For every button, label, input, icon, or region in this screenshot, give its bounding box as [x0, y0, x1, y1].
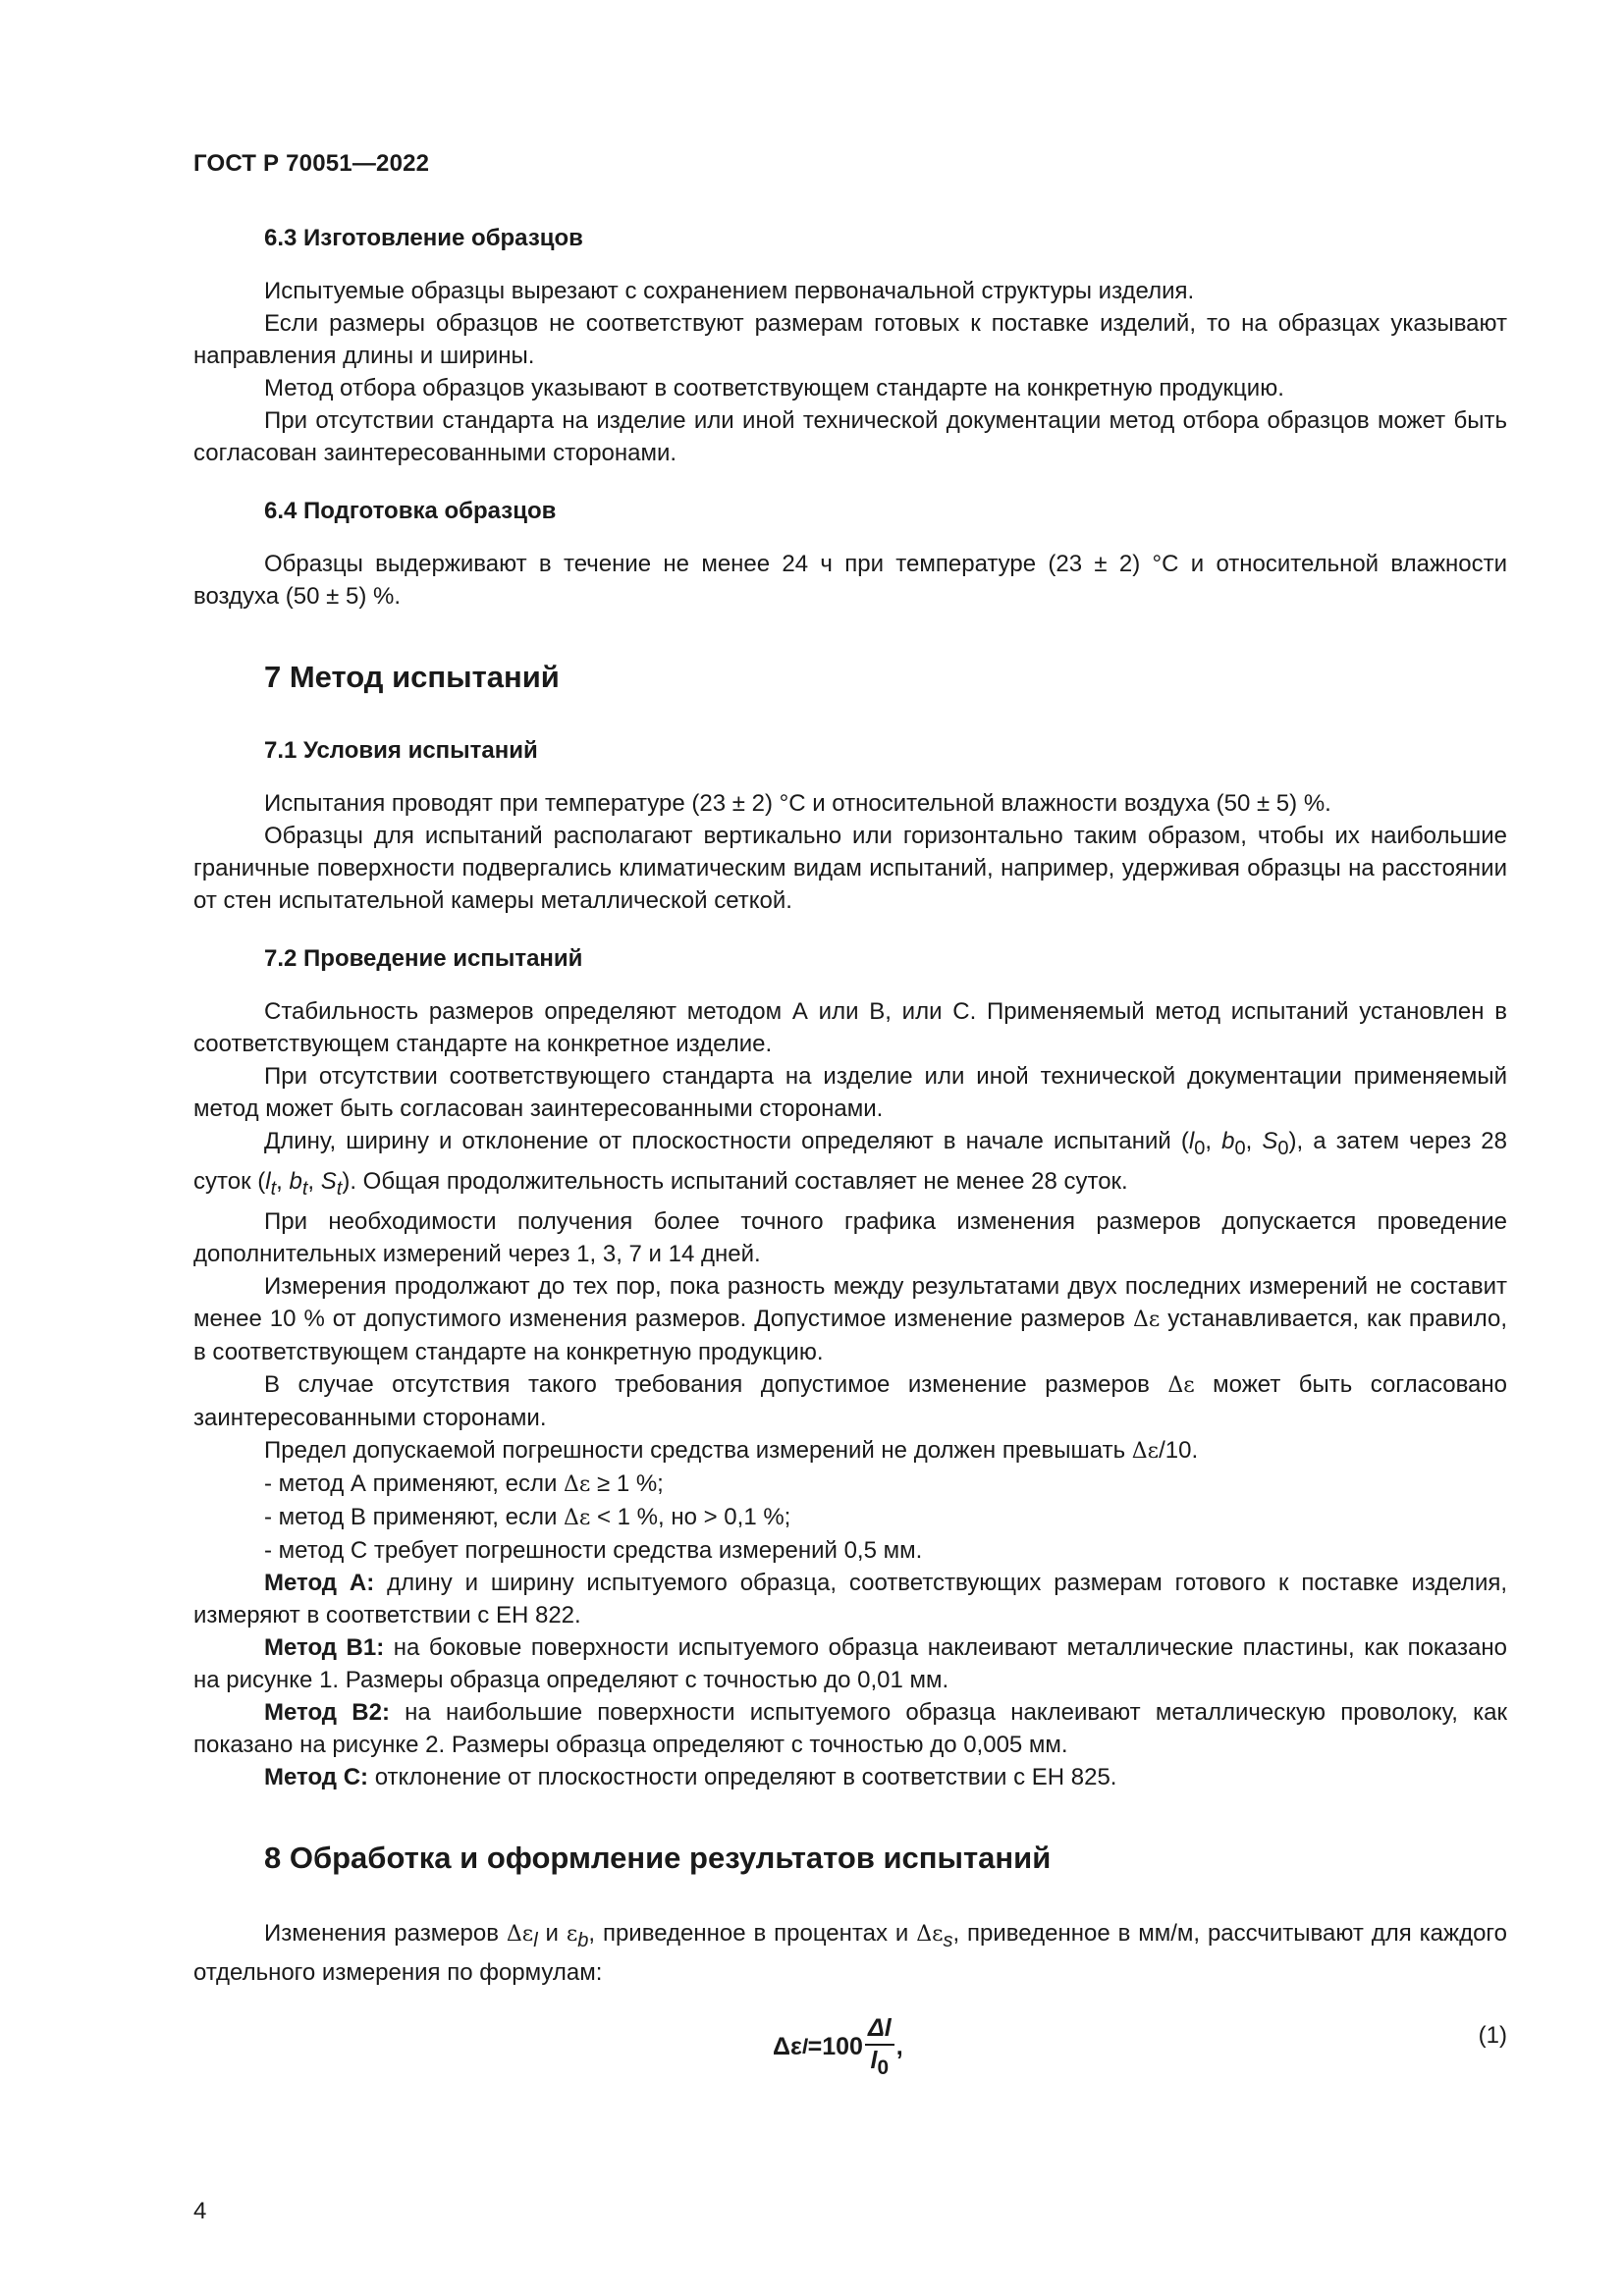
document-code: ГОСТ Р 70051—2022 [193, 150, 430, 177]
paragraph: Длину, ширину и отклонение от плоскостности определяют в начале испытаний ($l_0$, $b_0$, $S_0$), а затем через 28 суток ($l_t$, $b_t$, $S_t$). Общая продолжительность испытаний составляет не менее 28 суток. [193, 1128, 1507, 1200]
list-item: - метод С требует погрешности средства измерений 0,5 мм. [264, 1536, 923, 1564]
section-6-4-title: 6.4 Подготовка образцов [264, 498, 557, 524]
paragraph: Испытания проводят при температуре (23 ± 2) °С и относительной влажности воздуха (50 ± 5) %. [264, 790, 1331, 817]
paragraph: В случае отсутствия такого требования допустимое изменение размеров Δε может быть согласовано заинтересованными сторонами. [193, 1370, 1508, 1431]
section-7-2-title: 7.2 Проведение испытаний [264, 945, 583, 972]
paragraph: Стабильность размеров определяют методом А или В, или С. Применяемый метод испытаний установлен в соответствующем стандарте на конкретное изделие. [193, 998, 1507, 1057]
paragraph: Предел допускаемой погрешности средства измерений не должен превышать Δε/10. [264, 1436, 1199, 1464]
section-8-title: 8 Обработка и оформление результатов испытаний [264, 1840, 1052, 1875]
paragraph: Изменения размеров $\Delta\varepsilon_l$ и $\varepsilon_b$, приведенное в процентах и $\Delta\varepsilon_s$, приведенное в мм/м, рассчитывают для каждого отдельного измерения по формулам: [193, 1919, 1507, 1987]
paragraph: Метод отбора образцов указывают в соответствующем стандарте на конкретную продукцию. [264, 375, 1284, 401]
paragraph: Испытуемые образцы вырезают с сохранением первоначальной структуры изделия. [264, 278, 1195, 304]
method-a-paragraph: Метод А: длину и ширину испытуемого образца, соответствующих размерам готового к поставке изделия, измеряют в соответствии с ЕН 822. [193, 1569, 1508, 1629]
method-b1-paragraph: Метод В1: на боковые поверхности испытуемого образца наклеивают металлические пластины, как показано на рисунке 1. Размеры образца определяют с точностью до 0,01 мм. [193, 1633, 1507, 1693]
paragraph: Измерения продолжают до тех пор, пока разность между результатами двух последних измерений не составит менее 10 % от допустимого изменения размеров. Допустимое изменение размеров Δε устанавливается, как правило, в соответствующем стандарте на конкретную продукцию. [193, 1272, 1507, 1365]
list-item: - метод А применяют, если Δε ≥ 1 %; [264, 1469, 664, 1497]
section-7-title: 7 Метод испытаний [264, 660, 560, 694]
paragraph: Образцы для испытаний располагают вертикально или горизонтально таким образом, чтобы их наибольшие граничные поверхности подвергались климатическим видам испытаний, например, удерживая образцы на расстоянии от стен испытательной камеры металлической сеткой. [193, 823, 1507, 914]
paragraph: При отсутствии соответствующего стандарта на изделие или иной технической документации применяемый метод может быть согласован заинтересованными сторонами. [193, 1063, 1507, 1122]
formula-expression: Δε l =100 $\frac{\Delta l}{l_0}$ , [773, 2014, 903, 2080]
paragraph: Если размеры образцов не соответствуют размерам готовых к поставке изделий, то на образцах указывают направления длины и ширины. [193, 310, 1507, 369]
paragraph: При необходимости получения более точного графика изменения размеров допускается проведение дополнительных измерений через 1, 3, 7 и 14 дней. [193, 1207, 1507, 1267]
page-number: 4 [193, 2198, 207, 2224]
fraction: $\frac{\Delta l}{l_0}$ [865, 2014, 894, 2080]
section-6-3-title: 6.3 Изготовление образцов [264, 225, 583, 251]
method-c-paragraph: Метод С: отклонение от плоскостности определяют в соответствии с ЕН 825. [264, 1763, 1117, 1790]
method-b2-paragraph: Метод В2: на наибольшие поверхности испытуемого образца наклеивают металлическую проволоку, как показано на рисунке 2. Размеры образца определяют с точностью до 0,005 мм. [193, 1698, 1507, 1758]
document-body [193, 224, 1507, 2103]
formula-1 [193, 2014, 1507, 2103]
section-7-1-title: 7.1 Условия испытаний [264, 737, 538, 764]
formula-number: (1) [1478, 2022, 1507, 2050]
paragraph: При отсутствии стандарта на изделие или иной технической документации метод отбора образцов может быть согласован заинтересованными сторонами. [193, 407, 1507, 466]
list-item: - метод В применяют, если Δε < 1 %, но > 0,1 %; [264, 1503, 791, 1530]
paragraph: Образцы выдерживают в течение не менее 24 ч при температуре (23 ± 2) °С и относительной влажности воздуха (50 ± 5) %. [193, 551, 1507, 610]
